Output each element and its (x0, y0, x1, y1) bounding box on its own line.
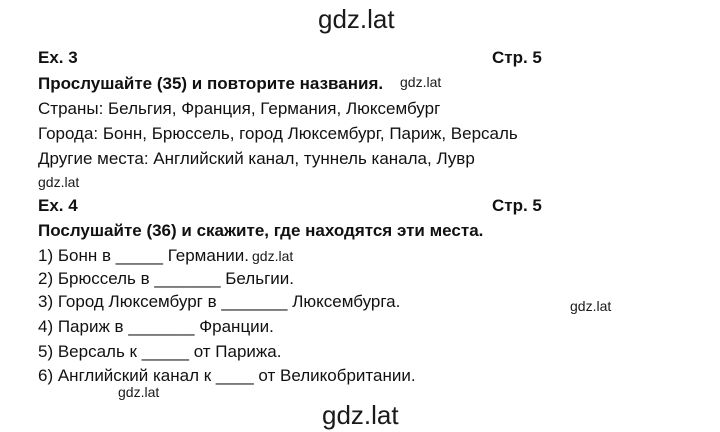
watermark-right-mid: gdz.lat (570, 298, 612, 314)
watermark-after-list1: gdz.lat (38, 174, 80, 190)
ex3-line-countries: Страны: Бельгия, Франция, Германия, Люксембург (38, 99, 441, 118)
ex3-task: Прослушайте (35) и повторите названия. (38, 74, 384, 93)
ex4-item-6: 6) Английский канал к ____ от Великобритании. (38, 366, 416, 385)
ex3-line-other: Другие места: Английский канал, туннель канала, Лувр (38, 149, 475, 168)
watermark-after-task1: gdz.lat (400, 74, 442, 90)
ex4-item-4: 4) Париж в _______ Франции. (38, 317, 274, 336)
ex3-page: Стр. 5 (492, 48, 542, 67)
ex4-item-2: 2) Брюссель в _______ Бельгии. (38, 269, 294, 288)
watermark-bottom: gdz.lat (322, 400, 399, 430)
ex4-task: Послушайте (36) и скажите, где находятся эти места. (38, 221, 484, 240)
ex4-item-3: 3) Город Люксембург в _______ Люксембурга. (38, 292, 401, 311)
ex3-line-cities: Города: Бонн, Брюссель, город Люксембург, Париж, Версаль (38, 124, 518, 143)
watermark-top: gdz.lat (318, 4, 395, 34)
ex4-item-5: 5) Версаль к _____ от Парижа. (38, 342, 282, 361)
watermark-after-item6: gdz.lat (118, 384, 160, 400)
watermark-after-item1: gdz.lat (252, 248, 294, 264)
ex4-item-1: 1) Бонн в _____ Германии. (38, 246, 249, 265)
ex3-label: Ex. 3 (38, 48, 78, 67)
ex4-page: Стр. 5 (492, 196, 542, 215)
ex4-label: Ex. 4 (38, 196, 78, 215)
